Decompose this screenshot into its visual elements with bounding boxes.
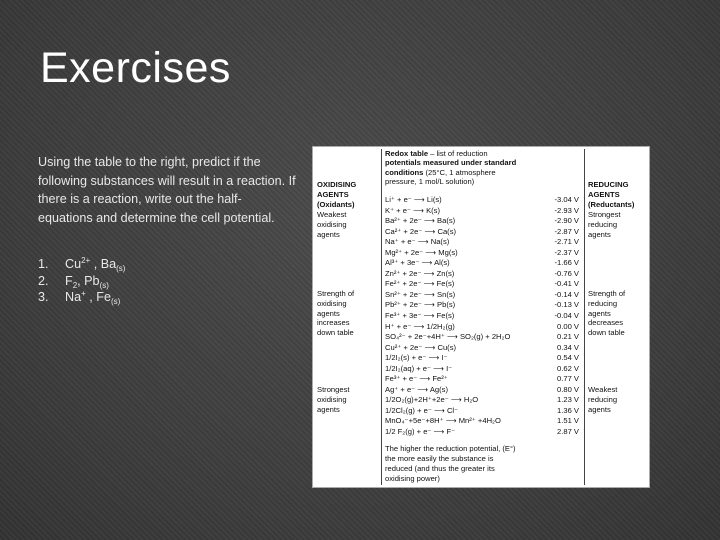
heading-bold: potentials measured under standard (385, 158, 517, 168)
reduction-potential: -0.41 V (554, 279, 579, 289)
half-equation-row (385, 395, 581, 406)
reduction-potential: -2.87 V (554, 226, 579, 236)
half-equation: 1/2O₂(g)+2H⁺+2e⁻ ⟶ H₂O (385, 395, 479, 405)
reduction-potential: 0.80 V (557, 384, 579, 394)
species-a: F (65, 273, 73, 288)
half-equation: Mg²⁺ + 2e⁻ ⟶ Mg(s) (385, 247, 458, 257)
species-b: Fe (96, 290, 111, 304)
species-a: Cu (65, 257, 82, 271)
label-line: oxidising (317, 219, 347, 229)
half-equation-row (385, 258, 581, 269)
half-equation: 1/2I₂(aq) + e⁻ ⟶ I⁻ (385, 363, 453, 373)
half-equation-row (385, 406, 581, 417)
redox-table-image (312, 146, 650, 488)
reduction-potential: 1.36 V (557, 405, 579, 415)
footnote-line: oxidising power) (385, 474, 440, 483)
reduction-potential: -2.90 V (554, 216, 579, 226)
heading-text: pressure, 1 mol/L solution) (385, 177, 475, 187)
oxidising-agents-header (317, 180, 356, 209)
half-equation: Fe²⁺ + 2e⁻ ⟶ Fe(s) (385, 279, 455, 289)
reduction-potential: -0.04 V (554, 311, 579, 321)
strongest-oxidising-label (317, 385, 350, 414)
reduction-potential: 1.51 V (557, 416, 579, 426)
intro-text: Using the table to the right, predict if the following substances will result in a reaction. If there is a reaction, write out the half-equations and determine the cell potential. (38, 155, 296, 225)
half-equation-row (385, 195, 581, 206)
exercise-item-1 (38, 256, 125, 273)
state: (s) (110, 297, 121, 306)
half-equation-row (385, 343, 581, 354)
half-equation-row (385, 279, 581, 290)
heading-text: (25°C, 1 atmosphere (423, 167, 496, 177)
oxidising-title: OXIDISING (317, 180, 357, 189)
half-equation: Al³⁺ + 3e⁻ ⟶ Al(s) (385, 258, 450, 268)
reduction-potential: -2.37 V (554, 247, 579, 257)
separator: , (85, 290, 97, 304)
weakest-oxidising-label (317, 210, 347, 239)
half-equation-row (385, 332, 581, 343)
half-equation: H⁺ + e⁻ ⟶ 1/2H₂(g) (385, 321, 455, 331)
separator: , (77, 273, 85, 288)
half-equation: Ca²⁺ + 2e⁻ ⟶ Ca(s) (385, 226, 457, 236)
agents-title: AGENTS (317, 189, 349, 199)
half-equation-row (385, 300, 581, 311)
half-equation-row (385, 353, 581, 364)
label-line: agents (317, 229, 340, 239)
label-line: Strongest (588, 210, 621, 219)
table-divider-right (584, 149, 585, 485)
reducing-agents-header (588, 180, 634, 209)
half-equation: K⁺ + e⁻ ⟶ K(s) (385, 205, 440, 215)
reducing-title: REDUCING (588, 180, 629, 189)
half-equation-row (385, 427, 581, 438)
half-equation-row (385, 269, 581, 280)
half-equation-row (385, 374, 581, 385)
label-line: agents (317, 308, 340, 318)
half-equation: 1/2 F₂(g) + e⁻ ⟶ F⁻ (385, 427, 456, 437)
exercise-item-3 (38, 289, 125, 306)
footnote-line: reduced (and thus the greater its (385, 464, 495, 473)
half-equation-row (385, 311, 581, 322)
slide-title: Exercises (40, 44, 231, 92)
label-line: agents (588, 404, 611, 414)
exercise-number: 3. (38, 290, 49, 304)
label-line: increases (317, 318, 350, 328)
label-line: reducing (588, 394, 618, 404)
label-line: oxidising (317, 298, 347, 308)
subscript: 2 (72, 280, 78, 290)
label-line: down table (588, 328, 625, 338)
label-line: oxidising (317, 394, 347, 404)
half-equation: 1/2I₂(s) + e⁻ ⟶ I⁻ (385, 353, 448, 363)
half-equation: Ba²⁺ + 2e⁻ ⟶ Ba(s) (385, 216, 456, 226)
exercise-number: 1. (38, 257, 49, 271)
half-equation: Ag⁺ + e⁻ ⟶ Ag(s) (385, 384, 449, 394)
half-equation-row (385, 364, 581, 375)
half-equation-row (385, 227, 581, 238)
state: (s) (116, 264, 126, 273)
exercise-item-2 (38, 273, 125, 290)
label-line: agents (588, 229, 611, 239)
label-line: Strength of (317, 289, 355, 298)
reduction-potential: 0.77 V (557, 374, 579, 384)
reduction-potential: -0.14 V (554, 289, 579, 299)
label-line: Weakest (317, 210, 347, 219)
half-equation: MnO₄⁻+5e⁻+8H⁺ ⟶ Mn²⁺ +4H₂O (385, 416, 501, 426)
agents-title: AGENTS (588, 189, 620, 199)
half-equation: Pb²⁺ + 2e⁻ ⟶ Pb(s) (385, 300, 456, 310)
reduction-potential: -0.13 V (554, 300, 579, 310)
reduction-potential: 0.21 V (557, 332, 579, 342)
half-equation: SO₄²⁻ + 2e⁻+4H⁺ ⟶ SO₂(g) + 2H₂O (385, 332, 511, 342)
table-footnote (385, 444, 516, 484)
footnote-line: the more easily the substance is (385, 454, 494, 463)
half-equation-rows (385, 195, 581, 438)
reduction-potential: -1.66 V (554, 258, 579, 268)
reduction-potential: 0.00 V (557, 321, 579, 331)
reducing-strength-label (588, 289, 625, 338)
half-equation: Fe³⁺ + e⁻ ⟶ Fe²⁺ (385, 374, 448, 384)
half-equation: Sn²⁺ + 2e⁻ ⟶ Sn(s) (385, 289, 456, 299)
reduction-potential: -2.71 V (554, 237, 579, 247)
label-line: Strongest (317, 385, 350, 394)
exercise-number: 2. (38, 273, 49, 288)
half-equation: Fe³⁺ + 3e⁻ ⟶ Fe(s) (385, 311, 455, 321)
heading-bold: conditions (385, 167, 424, 177)
half-equation-row (385, 206, 581, 217)
half-equation: Zn²⁺ + 2e⁻ ⟶ Zn(s) (385, 268, 455, 278)
oxidants-title: (Oxidants) (317, 199, 355, 209)
weakest-reducing-label (588, 385, 617, 414)
footnote-line: The higher the reduction potential, (E°) (385, 444, 516, 453)
label-line: down table (317, 328, 354, 338)
reduction-potential: 0.62 V (557, 363, 579, 373)
separator: , (90, 257, 101, 271)
half-equation-row (385, 290, 581, 301)
reduction-potential: 2.87 V (557, 427, 579, 437)
species-b: Ba (100, 257, 117, 271)
exercise-list (38, 256, 125, 306)
label-line: agents (317, 404, 340, 414)
reduction-potential: 0.54 V (557, 353, 579, 363)
label-line: agents (588, 308, 611, 318)
half-equation-row (385, 385, 581, 396)
reductants-title: (Reductants) (588, 199, 635, 209)
half-equation: Na⁺ + e⁻ ⟶ Na(s) (385, 237, 450, 247)
label-line: Strength of (588, 289, 626, 298)
species-a: Na (65, 290, 82, 304)
heading-bold: Redox table (385, 149, 429, 158)
label-line: Weakest (588, 385, 618, 394)
label-line: reducing (588, 219, 618, 229)
half-equation: 1/2Cl₂(g) + e⁻ ⟶ Cl⁻ (385, 405, 459, 415)
heading-text: – list of reduction (428, 149, 488, 158)
state: (s) (99, 280, 109, 290)
half-equation: Cu²⁺ + 2e⁻ ⟶ Cu(s) (385, 342, 457, 352)
charge: + (81, 289, 86, 298)
half-equation: Li⁺ + e⁻ ⟶ Li(s) (385, 195, 442, 204)
table-heading (385, 149, 516, 187)
species-b: Pb (84, 273, 100, 288)
half-equation-row (385, 416, 581, 427)
reduction-potential: -2.93 V (554, 205, 579, 215)
half-equation-row (385, 248, 581, 259)
reduction-potential: 1.23 V (557, 395, 579, 405)
half-equation-row (385, 237, 581, 248)
table-divider-left (381, 149, 382, 485)
oxidising-strength-label (317, 289, 354, 338)
half-equation-row (385, 322, 581, 333)
reduction-potential: -3.04 V (554, 195, 579, 204)
label-line: decreases (588, 318, 624, 328)
reduction-potential: 0.34 V (557, 342, 579, 352)
strongest-reducing-label (588, 210, 621, 239)
half-equation-row (385, 216, 581, 227)
reduction-potential: -0.76 V (554, 268, 579, 278)
label-line: reducing (588, 298, 618, 308)
charge: 2+ (81, 256, 91, 265)
